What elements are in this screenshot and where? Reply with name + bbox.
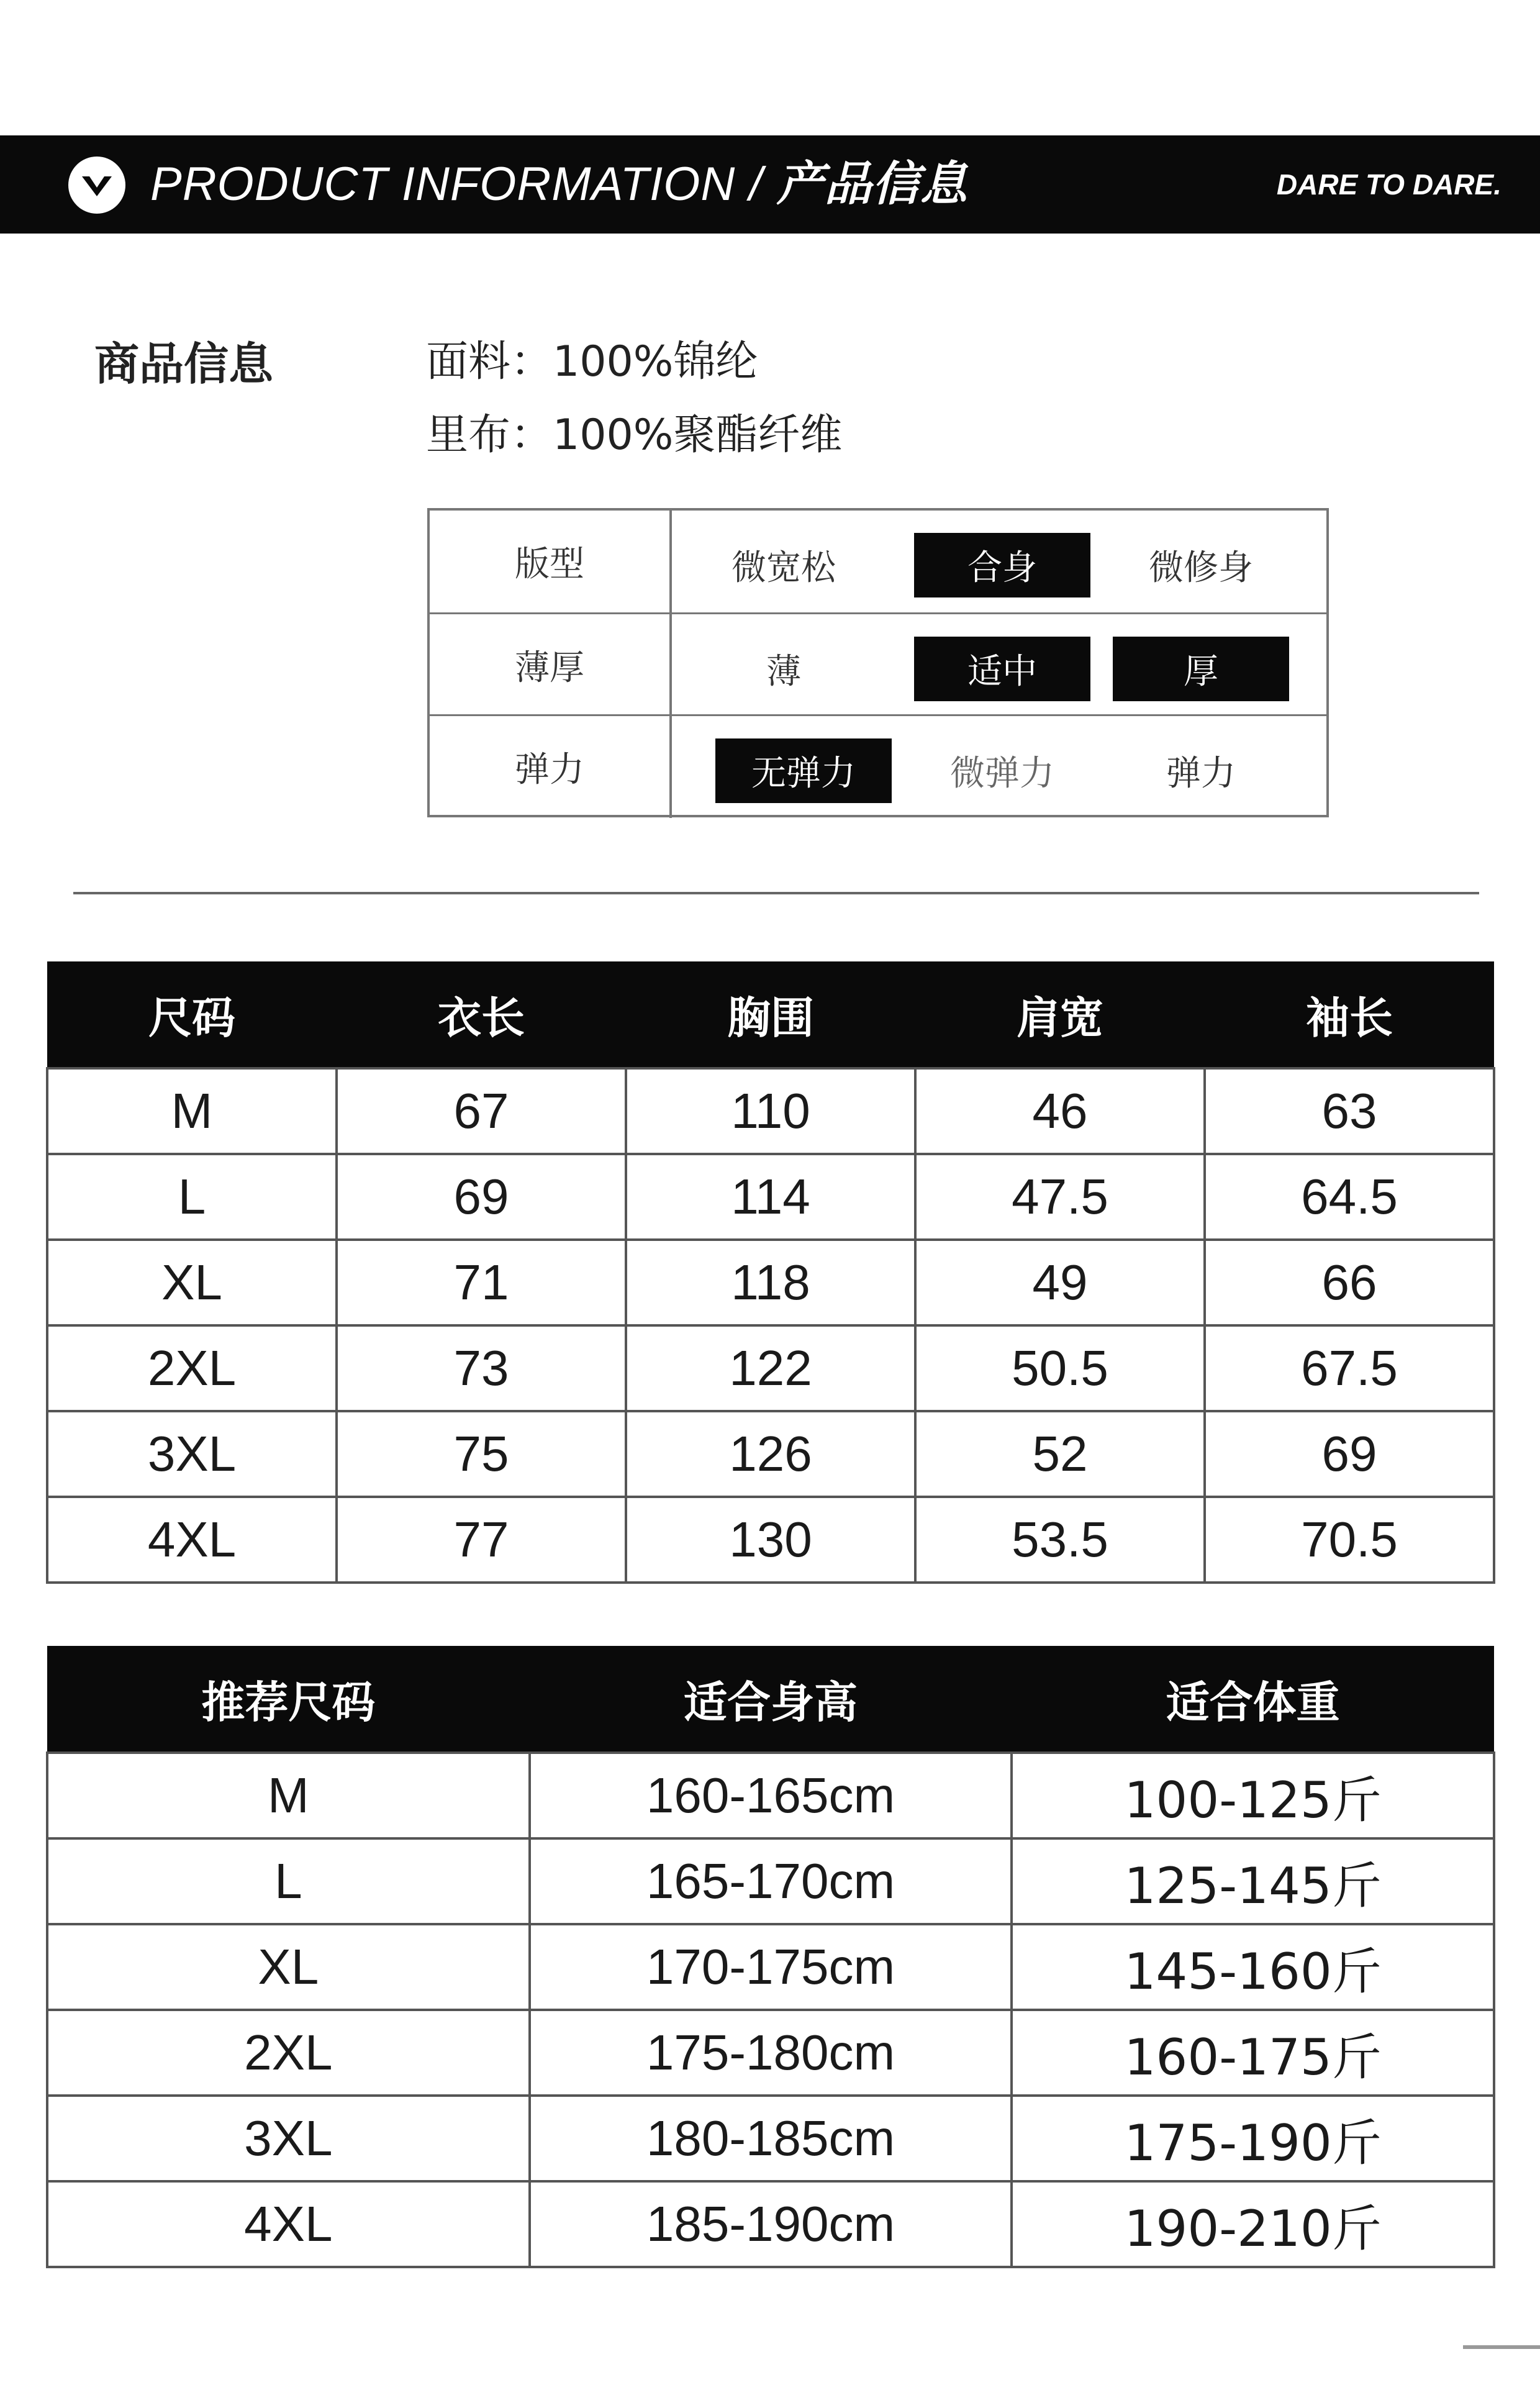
table-row [47, 1753, 1494, 1838]
table-cell: 3XL [47, 2096, 530, 2181]
table-cell: 70.5 [1205, 1497, 1494, 1583]
table-cell: 3XL [47, 1411, 337, 1497]
banner-title-cn: 产品信息 [776, 158, 968, 211]
attr-option-selected: 合身 [914, 533, 1090, 597]
attr-name: 薄厚 [430, 614, 672, 716]
banner-slogan: DARE TO DARE. [1276, 168, 1502, 201]
table-cell: 75 [337, 1411, 626, 1497]
table-cell: 53.5 [915, 1497, 1205, 1583]
column-header: 袖长 [1205, 961, 1494, 1068]
table-row [47, 1240, 1494, 1325]
table-cell: 2XL [47, 1325, 337, 1411]
column-header: 适合体重 [1012, 1646, 1494, 1753]
chevron-down-in-circle-icon [67, 155, 127, 215]
banner-title [150, 135, 968, 234]
table-cell: 180-185cm [530, 2096, 1012, 2181]
table-cell: 50.5 [915, 1325, 1205, 1411]
table-cell: 63 [1205, 1068, 1494, 1154]
table-cell: L [47, 1838, 530, 1924]
column-header: 适合身高 [530, 1646, 1012, 1753]
table-header-row [47, 1646, 1494, 1753]
table-row [47, 1068, 1494, 1154]
recommend-size-table [46, 1646, 1495, 2268]
table-cell: 122 [626, 1325, 915, 1411]
table-cell: M [47, 1753, 530, 1838]
table-cell: 185-190cm [530, 2181, 1012, 2267]
table-row [47, 1924, 1494, 2010]
size-table [46, 961, 1495, 1584]
table-cell: XL [47, 1924, 530, 2010]
table-cell: L [47, 1154, 337, 1240]
table-cell: 77 [337, 1497, 626, 1583]
table-row [47, 2096, 1494, 2181]
table-cell: 170-175cm [530, 1924, 1012, 2010]
column-header: 推荐尺码 [47, 1646, 530, 1753]
table-header-row [47, 961, 1494, 1068]
table-cell: 47.5 [915, 1154, 1205, 1240]
attr-option: 微修身 [1149, 548, 1253, 588]
attr-option: 微宽松 [732, 548, 836, 588]
banner-title-en: PRODUCT INFORMATION / [150, 158, 777, 211]
table-cell: 118 [626, 1240, 915, 1325]
table-cell: 110 [626, 1068, 915, 1154]
table-cell: 69 [1205, 1411, 1494, 1497]
attr-option-selected: 厚 [1113, 637, 1289, 701]
product-info-banner [0, 135, 1540, 234]
decorative-rule [1463, 2345, 1540, 2349]
attr-option-selected: 无弹力 [715, 738, 892, 803]
table-row [47, 1325, 1494, 1411]
table-cell: 114 [626, 1154, 915, 1240]
table-cell: 49 [915, 1240, 1205, 1325]
table-cell: 100-125斤 [1012, 1753, 1494, 1838]
table-cell: 160-165cm [530, 1753, 1012, 1838]
attr-option-selected: 适中 [914, 637, 1090, 701]
table-row [47, 2181, 1494, 2267]
attr-row-thickness [430, 612, 1326, 716]
attr-name: 弹力 [430, 716, 672, 818]
table-cell: 4XL [47, 2181, 530, 2267]
table-row [47, 1497, 1494, 1583]
attr-option: 薄 [766, 652, 801, 692]
table-row [47, 1411, 1494, 1497]
table-row [47, 2010, 1494, 2096]
table-cell: 4XL [47, 1497, 337, 1583]
column-header: 尺码 [47, 961, 337, 1068]
table-cell: 73 [337, 1325, 626, 1411]
column-header: 胸围 [626, 961, 915, 1068]
attr-option: 弹力 [1166, 753, 1236, 794]
attribute-grid [427, 508, 1329, 817]
attr-name: 版型 [430, 511, 672, 612]
table-cell: 126 [626, 1411, 915, 1497]
table-cell: 175-190斤 [1012, 2096, 1494, 2181]
attr-row-elasticity [430, 714, 1326, 818]
attr-row-fit [430, 511, 1326, 612]
table-cell: 130 [626, 1497, 915, 1583]
table-cell: 69 [337, 1154, 626, 1240]
fabric-line: 面料：100%锦纶 [426, 337, 758, 386]
table-cell: 175-180cm [530, 2010, 1012, 2096]
column-header: 肩宽 [915, 961, 1205, 1068]
table-cell: 165-170cm [530, 1838, 1012, 1924]
table-cell: 52 [915, 1411, 1205, 1497]
table-cell: 67 [337, 1068, 626, 1154]
table-cell: XL [47, 1240, 337, 1325]
table-cell: 160-175斤 [1012, 2010, 1494, 2096]
lining-line: 里布：100%聚酯纤维 [426, 411, 843, 460]
table-cell: 145-160斤 [1012, 1924, 1494, 2010]
column-header: 衣长 [337, 961, 626, 1068]
table-cell: 46 [915, 1068, 1205, 1154]
table-cell: 2XL [47, 2010, 530, 2096]
table-cell: M [47, 1068, 337, 1154]
table-cell: 67.5 [1205, 1325, 1494, 1411]
section-divider [73, 892, 1479, 894]
table-cell: 71 [337, 1240, 626, 1325]
table-cell: 190-210斤 [1012, 2181, 1494, 2267]
table-cell: 66 [1205, 1240, 1494, 1325]
table-row [47, 1838, 1494, 1924]
table-cell: 64.5 [1205, 1154, 1494, 1240]
table-row [47, 1154, 1494, 1240]
info-heading: 商品信息 [94, 338, 274, 390]
attr-option: 微弹力 [950, 753, 1054, 794]
table-cell: 125-145斤 [1012, 1838, 1494, 1924]
